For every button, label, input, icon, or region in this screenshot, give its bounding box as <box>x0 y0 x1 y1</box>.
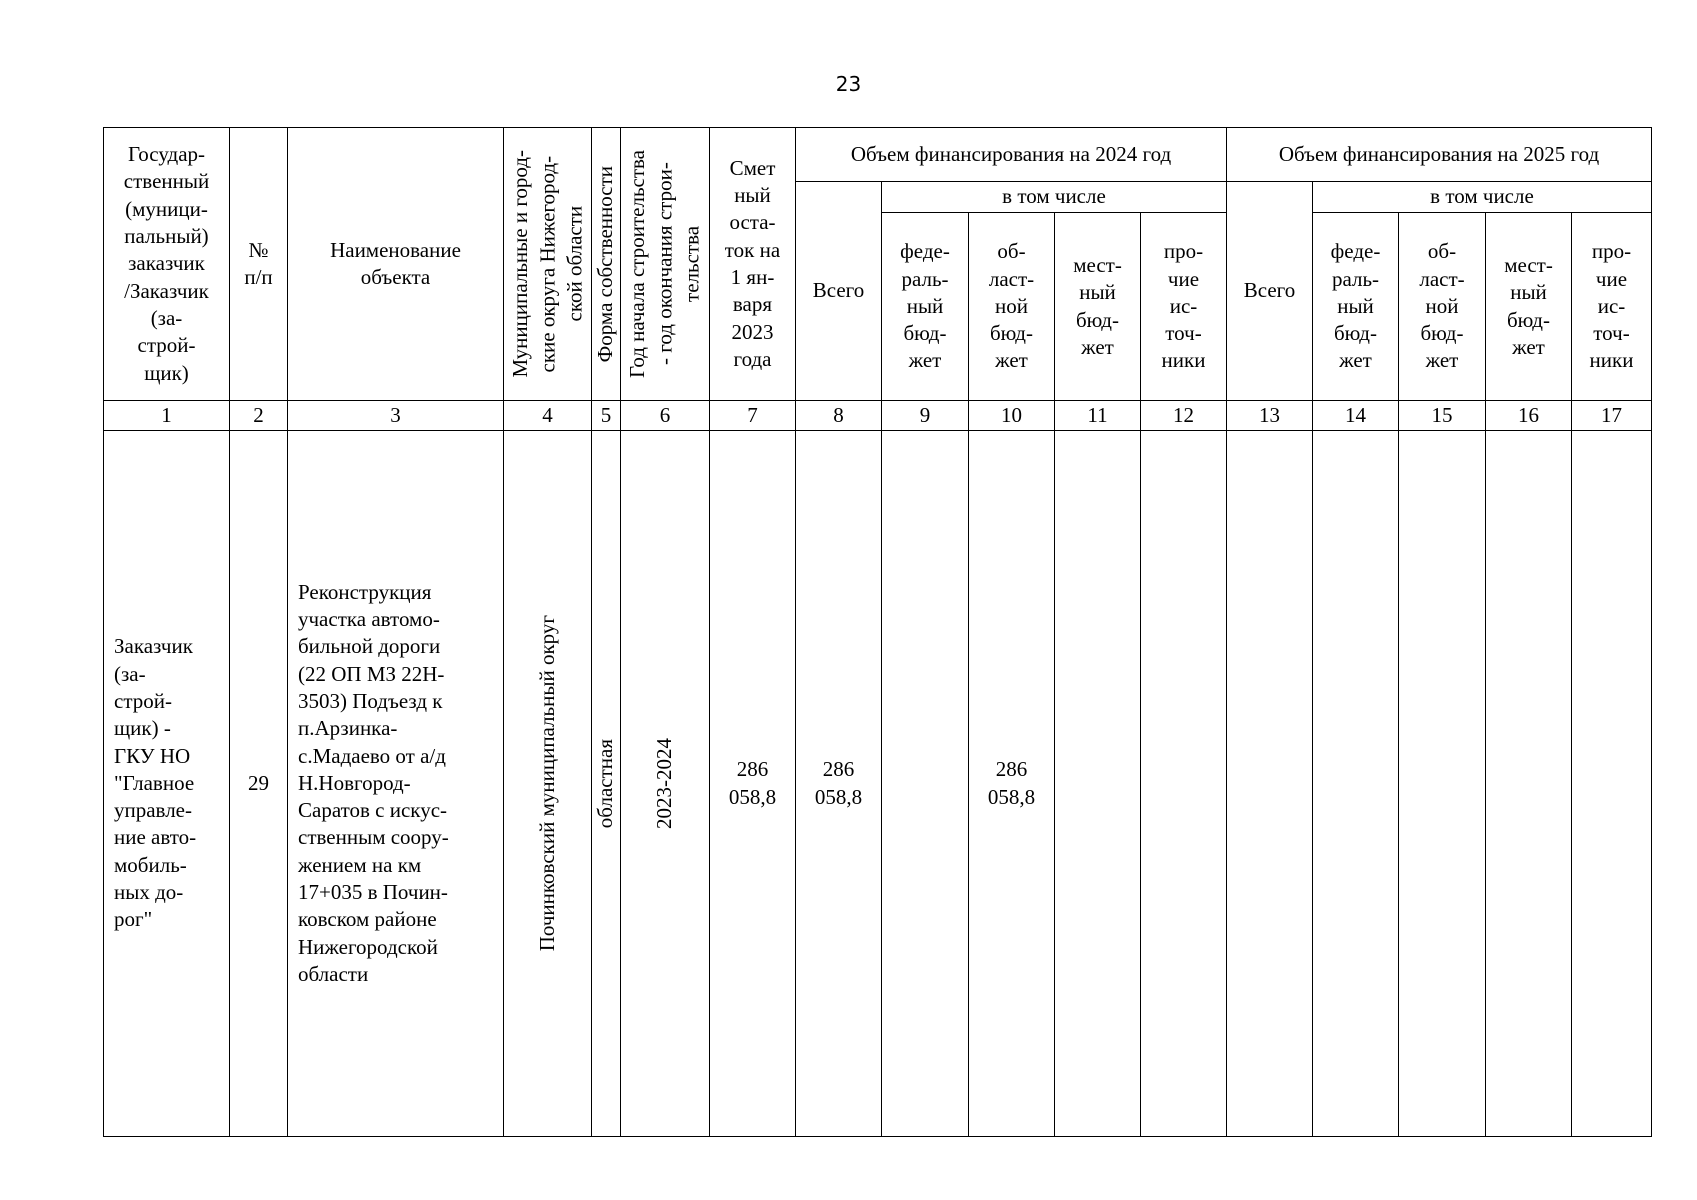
header-including-2025: в том числе <box>1313 182 1652 213</box>
cell-ownership-text: областная <box>593 738 618 829</box>
cell-total-2025 <box>1227 431 1313 1137</box>
column-number: 4 <box>504 401 592 431</box>
header-funding-2025: Объем финансирования на 2025 год <box>1227 128 1652 182</box>
header-other-2024: про- чие ис- точ- ники <box>1141 213 1227 401</box>
cell-other-2024 <box>1141 431 1227 1137</box>
header-total-2025: Всего <box>1227 182 1313 401</box>
cell-ownership <box>592 431 621 1137</box>
cell-municipality <box>504 431 592 1137</box>
column-number: 8 <box>796 401 882 431</box>
header-years-text: Год начала строительства - год окончания строи- тельства <box>625 150 704 378</box>
header-ownership <box>592 128 621 401</box>
header-number: № п/п <box>230 128 288 401</box>
header-regional-2025: об- ласт- ной бюд- жет <box>1399 213 1486 401</box>
header-including-2024: в том числе <box>882 182 1227 213</box>
header-years <box>621 128 710 401</box>
cell-years-text: 2023-2024 <box>652 738 677 829</box>
cell-other-2025 <box>1572 431 1652 1137</box>
header-other-2025: про- чие ис- точ- ники <box>1572 213 1652 401</box>
header-local-2024: мест- ный бюд- жет <box>1055 213 1141 401</box>
column-number: 11 <box>1055 401 1141 431</box>
column-number: 9 <box>882 401 969 431</box>
column-number: 1 <box>104 401 230 431</box>
cell-regional-2025 <box>1399 431 1486 1137</box>
column-number: 10 <box>969 401 1055 431</box>
page-number: 23 <box>835 72 862 96</box>
cell-local-2025 <box>1486 431 1572 1137</box>
cell-regional-2024: 286 058,8 <box>969 431 1055 1137</box>
cell-object-name: Реконструкция участка автомо- бильной дороги (22 ОП МЗ 22Н- 3503) Подъезд к п.Арзинка- с.Мадаево от а/д Н.Новгород- Саратов с искус- ственным соору- жением на км 17+035 в Почин- ковском районе Нижегородской области <box>288 431 504 1137</box>
financing-table <box>103 127 1652 1137</box>
cell-total-2024: 286 058,8 <box>796 431 882 1137</box>
cell-federal-2024 <box>882 431 969 1137</box>
header-federal-2024: феде- раль- ный бюд- жет <box>882 213 969 401</box>
header-ownership-text: Форма собственности <box>593 165 618 363</box>
header-local-2025: мест- ный бюд- жет <box>1486 213 1572 401</box>
cell-federal-2025 <box>1313 431 1399 1137</box>
column-number: 15 <box>1399 401 1486 431</box>
header-municipality-text: Муниципальные и город- ские округа Нижегород- ской области <box>507 150 587 378</box>
cell-customer: Заказчик (за- строй- щик) - ГКУ НО "Главное управле- ние авто- мобиль- ных до- рог" <box>104 431 230 1137</box>
column-number: 16 <box>1486 401 1572 431</box>
header-total-2024: Всего <box>796 182 882 401</box>
cell-number: 29 <box>230 431 288 1137</box>
header-object-name: Наименование объекта <box>288 128 504 401</box>
column-number: 14 <box>1313 401 1399 431</box>
column-number: 12 <box>1141 401 1227 431</box>
column-number: 6 <box>621 401 710 431</box>
header-federal-2025: феде- раль- ный бюд- жет <box>1313 213 1399 401</box>
header-estimate-remainder: Смет ный оста- ток на 1 ян- варя 2023 года <box>710 128 796 401</box>
cell-estimate-remainder: 286 058,8 <box>710 431 796 1137</box>
header-customer: Государ- ственный (муници- пальный) заказчик /Заказчик (за- строй- щик) <box>104 128 230 401</box>
cell-years <box>621 431 710 1137</box>
column-number: 17 <box>1572 401 1652 431</box>
header-municipality <box>504 128 592 401</box>
column-number: 5 <box>592 401 621 431</box>
cell-local-2024 <box>1055 431 1141 1137</box>
cell-municipality-text: Починковский муниципальный округ <box>534 615 559 952</box>
header-regional-2024: об- ласт- ной бюд- жет <box>969 213 1055 401</box>
column-number: 3 <box>288 401 504 431</box>
column-number: 2 <box>230 401 288 431</box>
header-funding-2024: Объем финансирования на 2024 год <box>796 128 1227 182</box>
column-number: 7 <box>710 401 796 431</box>
column-number: 13 <box>1227 401 1313 431</box>
